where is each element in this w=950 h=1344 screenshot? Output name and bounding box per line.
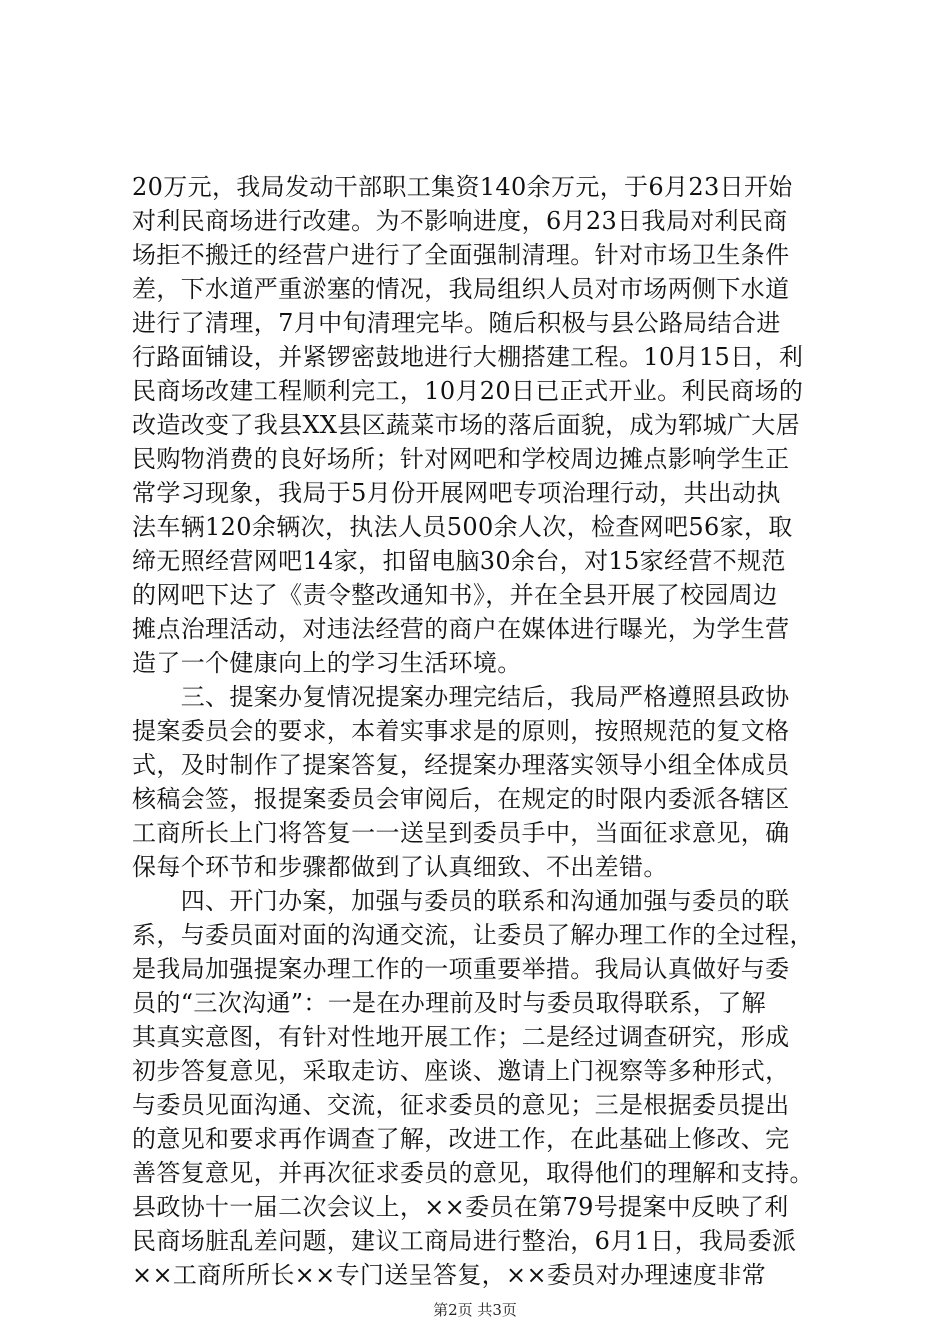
text-line: 县政协十一届二次会议上，××委员在第79号提案中反映了利 (132, 1193, 789, 1221)
text-line: 提案委员会的要求，本着实事求是的原则，按照规范的复文格 (132, 717, 790, 745)
text-line: 三、提案办复情况提案办理完结后，我局严格遵照县政协 (132, 683, 790, 711)
page-footer: 第2页 共3页 (433, 1301, 517, 1319)
text-line: 其真实意图，有针对性地开展工作；二是经过调查研究，形成 (132, 1023, 790, 1051)
text-line: 的意见和要求再作调查了解，改进工作，在此基础上修改、完 (132, 1125, 790, 1153)
text-line: 民商场改建工程顺利完工，10月20日已正式开业。利民商场的 (132, 377, 804, 405)
text-line: 行路面铺设，并紧锣密鼓地进行大棚搭建工程。10月15日，利 (132, 343, 804, 371)
text-line: 场拒不搬迁的经营户进行了全面强制清理。针对市场卫生条件 (132, 241, 790, 269)
text-line: 改造改变了我县XX县区蔬菜市场的落后面貌，成为郓城广大居 (132, 411, 800, 439)
text-line: 对利民商场进行改建。为不影响进度，6月23日我局对利民商 (132, 207, 788, 235)
text-line: 与委员见面沟通、交流，征求委员的意见；三是根据委员提出 (132, 1091, 790, 1119)
text-line: 20万元，我局发动干部职工集资140余万元，于6月23日开始 (132, 173, 793, 201)
text-line: 摊点治理活动，对违法经营的商户在媒体进行曝光，为学生营 (132, 615, 790, 643)
text-line: 式，及时制作了提案答复，经提案办理落实领导小组全体成员 (132, 751, 790, 779)
text-line: 法车辆120余辆次，执法人员500余人次，检查网吧56家，取 (132, 513, 793, 541)
text-line: 保每个环节和步骤都做到了认真细致、不出差错。 (132, 853, 668, 881)
text-line: 初步答复意见，采取走访、座谈、邀请上门视察等多种形式， (132, 1057, 790, 1085)
text-line: 善答复意见，并再次征求委员的意见，取得他们的理解和支持。 (132, 1159, 814, 1187)
text-line: 民购物消费的良好场所；针对网吧和学校周边摊点影响学生正 (132, 445, 790, 473)
text-line: 工商所长上门将答复一一送呈到委员手中，当面征求意见，确 (132, 819, 790, 847)
text-line: 系，与委员面对面的沟通交流，让委员了解办理工作的全过程， (132, 921, 814, 949)
text-line: 造了一个健康向上的学习生活环境。 (132, 649, 522, 677)
text-line: ××工商所所长××专门送呈答复，××委员对办理速度非常 (132, 1261, 767, 1289)
text-line: 差，下水道严重淤塞的情况，我局组织人员对市场两侧下水道 (132, 275, 790, 303)
text-line: 缔无照经营网吧14家，扣留电脑30余台，对15家经营不规范 (132, 547, 786, 575)
text-line: 四、开门办案，加强与委员的联系和沟通加强与委员的联 (132, 887, 790, 915)
text-line: 是我局加强提案办理工作的一项重要举措。我局认真做好与委 (132, 955, 790, 983)
text-line: 的网吧下达了《责令整改通知书》，并在全县开展了校园周边 (132, 581, 778, 609)
text-line: 员的“三次沟通”：一是在办理前及时与委员取得联系，了解 (132, 989, 766, 1017)
text-line: 核稿会签，报提案委员会审阅后，在规定的时限内委派各辖区 (132, 785, 790, 813)
text-line: 民商场脏乱差问题，建议工商局进行整治，6月1日，我局委派 (132, 1227, 797, 1255)
text-line: 常学习现象，我局于5月份开展网吧专项治理行动，共出动执 (132, 479, 781, 507)
text-line: 进行了清理，7月中旬清理完毕。随后积极与县公路局结合进 (132, 309, 781, 337)
